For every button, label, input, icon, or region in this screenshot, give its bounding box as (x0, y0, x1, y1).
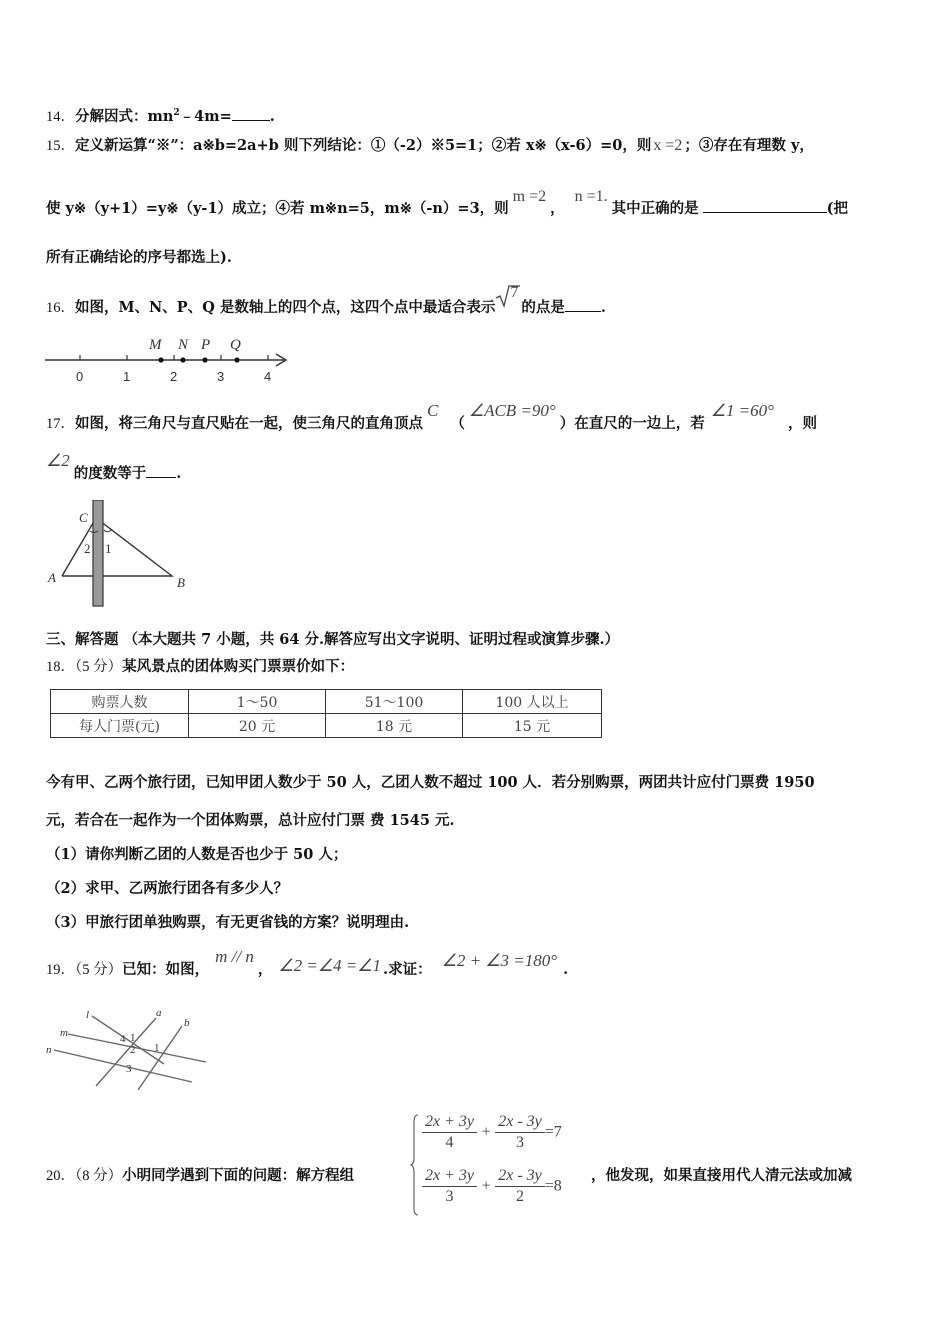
q15-line1-text: 定义新运算“※”：a※b=2a+b 则下列结论：①（-2）※5=1；②若 x※（x-6）=0，则 (75, 137, 652, 154)
equation-system (410, 1112, 590, 1218)
eq1-rhs: =7 (544, 1123, 562, 1141)
q19-math-angles: ∠2 =∠4 =∠1 (278, 956, 382, 975)
q20-text1: 小明同学遇到下面的问题：解方程组 (122, 1167, 355, 1184)
eq2-frac1 (422, 1166, 477, 1207)
eq1-den2: 3 (516, 1134, 525, 1151)
table-row (51, 714, 602, 738)
triangle-ruler-figure (44, 500, 204, 610)
section3-title: 三、解答题 （本大题共 7 小题，共 64 分.解答应写出文字说明、证明过程或演算步骤.） (46, 631, 620, 648)
q17-number: 17． (46, 416, 75, 432)
q14-sup: 2 (173, 108, 180, 118)
q15-math-m: m =2 (512, 188, 547, 205)
q15-line1 (46, 136, 814, 156)
q18-para1: 今有甲、乙两个旅行团，已知甲团人数少于 50 人，乙团人数不超过 100 人．若分别购票，两团共计应付门票费 1950 (46, 774, 815, 791)
q18-line (46, 657, 354, 677)
q17-text2: 在直尺的一边上，若 (574, 415, 705, 432)
q19-number: 19． (46, 962, 75, 978)
q15-comma: ， (550, 200, 565, 217)
fig-label-4: 4 (120, 1033, 126, 1045)
fig-label-b: b (184, 1017, 190, 1029)
tick-label-1: 1 (123, 369, 131, 384)
eq2-num2: 2x - 3y (495, 1166, 545, 1187)
eq2-den1: 3 (445, 1188, 454, 1205)
q16-line (46, 284, 606, 320)
q17-math-c: C (427, 401, 439, 420)
q14-end: . (269, 107, 275, 125)
q19-comma: ， (257, 961, 273, 978)
fig-label-m: m (60, 1027, 68, 1039)
q18-number: 18． (46, 659, 75, 675)
table-header-cell: 100 人以上 (463, 690, 602, 714)
q20-score: （8 分） (75, 1168, 123, 1184)
parallel-lines-figure (44, 1004, 212, 1092)
q17-text1: 如图，将三角尺与直尺贴在一起，使三角尺的直角顶点 (75, 415, 423, 432)
q17-answer-blank[interactable] (146, 463, 176, 478)
q20-number: 20． (46, 1168, 75, 1184)
point-n-dot (180, 357, 185, 362)
point-p-dot (202, 357, 207, 362)
table-header-row (51, 690, 602, 714)
number-line-figure (40, 332, 300, 388)
q14-prefix: 分解因式：mn (75, 107, 174, 125)
eq2-den2: 2 (516, 1188, 525, 1205)
tri-label-c: C (79, 510, 88, 525)
q19-text2: .求证： (383, 961, 432, 978)
q15-number: 15． (46, 138, 75, 154)
eq2-rhs: =8 (544, 1177, 562, 1195)
q20-line-cont (591, 1166, 852, 1186)
point-q-dot (234, 357, 239, 362)
q17-paren-close: ） (559, 415, 575, 432)
fig-label-3: 3 (126, 1063, 132, 1075)
q14-answer-blank[interactable] (232, 106, 270, 121)
equation-1 (422, 1112, 562, 1153)
q15-line2b-text: 其中正确的是 (611, 200, 699, 217)
eq1-frac2 (495, 1112, 545, 1153)
q16-sqrt (495, 284, 529, 308)
q15-line1b-text: ；③存在有理数 y， (684, 137, 814, 154)
q17-paren-open: （ (450, 415, 465, 432)
table-cell: 每人门票(元) (51, 714, 189, 738)
tri-label-2: 2 (84, 541, 91, 556)
q18-para2: 元，若合在一起作为一个团体购票，总计应付门票 费 1545 元. (46, 812, 455, 829)
point-label-n: N (178, 337, 189, 353)
tick-label-3: 3 (217, 369, 225, 384)
eq2-num1: 2x + 3y (422, 1166, 477, 1187)
q16-number: 16． (46, 300, 75, 316)
q15-math-x: x =2 (653, 137, 683, 154)
table-cell: 18 元 (326, 714, 463, 738)
tick-label-4: 4 (264, 369, 272, 384)
q17-line2 (46, 451, 182, 484)
point-label-m: M (149, 337, 162, 353)
eq1-num1: 2x + 3y (422, 1112, 477, 1133)
tick-label-0: 0 (76, 369, 84, 384)
q15-line2c-text: (把 (826, 200, 849, 217)
q15-math-n: n =1. (574, 188, 608, 205)
ruler-shape (93, 500, 103, 606)
table-header-cell: 购票人数 (51, 690, 189, 714)
table-header-cell: 1～50 (189, 690, 326, 714)
left-brace-icon (410, 1114, 420, 1216)
fig-label-l: l (86, 1009, 90, 1021)
eq1-frac1 (422, 1112, 477, 1153)
q16-text: 如图，M、N、P、Q 是数轴上的四个点，这四个点中最适合表示 (75, 299, 496, 316)
fig-label-1a: 1 (130, 1032, 136, 1044)
tick-label-2: 2 (170, 369, 178, 384)
tri-label-1: 1 (105, 541, 112, 556)
q14-line (46, 103, 275, 127)
point-label-p: P (201, 337, 211, 353)
q20-line (46, 1166, 354, 1186)
q15-line3 (46, 248, 232, 268)
eq2-frac2 (495, 1166, 545, 1207)
q15-line2-text: 使 y※（y+1）=y※（y-1）成立；④若 m※n=5，m※（-n）=3，则 (46, 200, 509, 217)
q19-score: （5 分） (75, 962, 123, 978)
q16-answer-blank[interactable] (565, 297, 601, 312)
triangle-shape (62, 518, 172, 576)
q18-sub2: （2）求甲、乙两旅行团各有多少人？ (46, 880, 289, 897)
eq2-plus: + (481, 1177, 491, 1195)
eq1-den1: 4 (445, 1134, 454, 1151)
line-b (138, 1026, 182, 1090)
eq1-num2: 2x - 3y (495, 1112, 545, 1133)
ticket-price-table (50, 689, 602, 738)
q16-text2: 的点是 (521, 299, 565, 316)
fig-label-a: a (156, 1007, 162, 1019)
q15-answer-blank[interactable] (703, 198, 827, 213)
tri-label-a: A (48, 570, 56, 585)
q18-sub1: （1）请你判断乙团的人数是否也少于 50 人； (46, 846, 348, 863)
eq1-plus: + (481, 1123, 491, 1141)
q17-math-angle2: ∠2 (46, 451, 70, 470)
q16-radicand: 7 (510, 284, 519, 301)
table-cell: 20 元 (189, 714, 326, 738)
point-m-dot (158, 357, 163, 362)
q18-sub3: （3）甲旅行团单独购票，有无更省钱的方案？说明理由. (46, 914, 410, 931)
tri-label-b: B (177, 575, 185, 590)
q18-score: （5 分） (75, 659, 123, 675)
q19-math-sum: ∠2 + ∠3 =180° (441, 951, 558, 970)
q19-line (46, 947, 569, 980)
q17-math-angle1: ∠1 =60° (710, 401, 774, 420)
q20-text2: ，他发现，如果直接用代人清元法或加减 (591, 1167, 852, 1184)
q17-line1 (46, 401, 817, 434)
q14-number: 14． (46, 108, 75, 125)
q15-line2 (46, 188, 849, 219)
q18-text: 某风景点的团体购买门票票价如下： (122, 658, 355, 675)
equation-2 (422, 1166, 562, 1207)
fig-label-n: n (46, 1044, 52, 1056)
q19-text1: 已知：如图， (122, 961, 210, 978)
q19-math-parallel: m // n (215, 947, 254, 966)
q17-text3: ，则 (787, 415, 817, 432)
table-header-cell: 51～100 (326, 690, 463, 714)
q16-end: . (600, 299, 606, 316)
point-label-q: Q (230, 337, 241, 353)
q17-end: . (176, 465, 182, 482)
q19-end: . (563, 961, 569, 978)
fig-label-2: 2 (130, 1044, 136, 1056)
q15-line3-text: 所有正确结论的序号都选上). (46, 249, 232, 266)
table-cell: 15 元 (463, 714, 602, 738)
fig-label-1b: 1 (154, 1042, 160, 1054)
q14-suffix: ﹣4m= (179, 107, 232, 125)
q17-text4: 的度数等于 (73, 465, 147, 482)
q17-math-acb: ∠ACB =90° (468, 401, 556, 420)
line-l (92, 1016, 164, 1064)
